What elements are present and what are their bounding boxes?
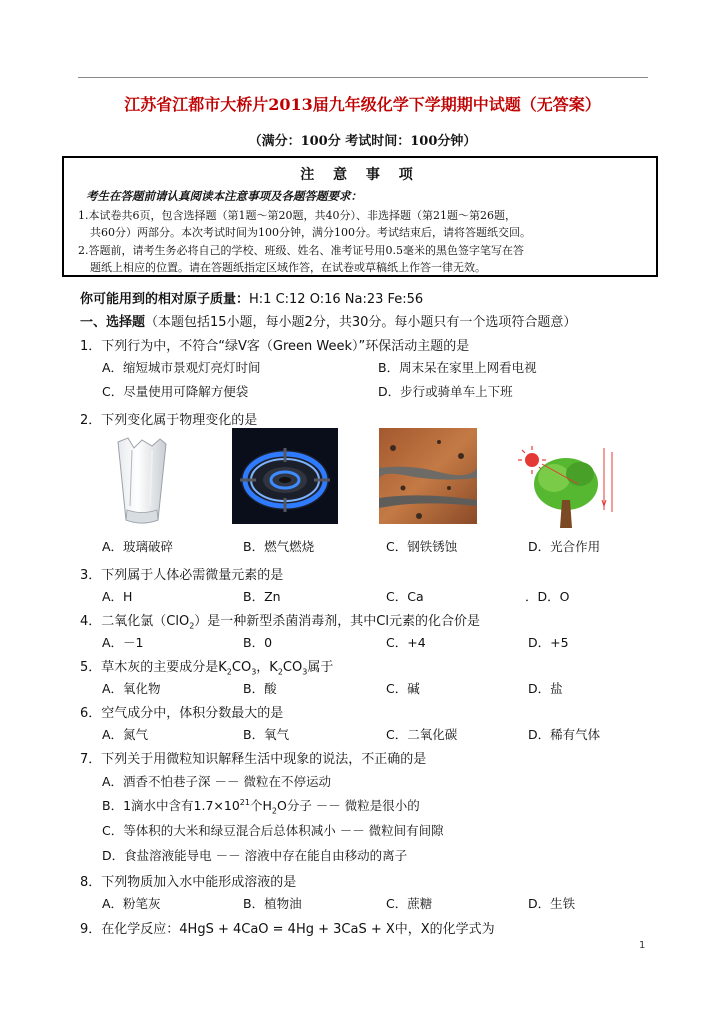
q5-option-c: C．碱 (386, 681, 420, 696)
q5-stem: 5．草木灰的主要成分是$K_2CO_3$，$K_2CO_3$属于 (80, 660, 334, 677)
q4-option-b: B．0 (243, 635, 273, 650)
q8-stem: 8．下列物质加入水中能形成溶液的是 (80, 875, 297, 890)
q6-option-c: C．二氧化碳 (386, 727, 458, 742)
q3-option-c: C．Ca (386, 589, 424, 604)
q5-option-a: A．氧化物 (102, 681, 161, 696)
q1-option-b: B．周末呆在家里上网看电视 (378, 360, 537, 375)
q6-option-a: A．氮气 (102, 727, 149, 742)
q2-option-d: D．光合作用 (528, 539, 601, 554)
q8-option-a: A．粉笔灰 (102, 896, 161, 911)
atomic-mass-label: 你可能用到的相对原子质量： (80, 292, 250, 307)
q3-stem: 3．下列属于人体必需微量元素的是 (80, 568, 284, 583)
q7-option-d: D．食盐溶液能导电 －－ 溶液中存在能自由移动的离子 (102, 848, 408, 863)
q5-option-d: D．盐 (528, 681, 563, 696)
q6-option-b: B．氧气 (243, 727, 290, 742)
notice-line-2: 共60分）两部分。本次考试时间为100分钟，满分100分。考试结束后，请将答题纸交回。 (90, 226, 531, 239)
q4-option-a: A．－1 (102, 635, 144, 650)
q4-stem: 4．二氧化氯（ClO$_2$）是一种新型杀菌消毒剂，其中Cl元素的化合价是 (80, 614, 480, 631)
notice-line-4: 题纸上相应的位置。请在答题纸指定区域作答，在试卷或草稿纸上作答一律无效。 (90, 261, 486, 274)
q7-stem: 7．下列关于用微粒知识解释生活中现象的说法，不正确的是 (80, 752, 427, 767)
q7-option-b: B．1滴水中含有$1.7\times 10^{21}$个$H_2O$分子 －－ 微粒是很小的 (102, 797, 420, 816)
section-1-label: 一、选择题 (80, 315, 146, 330)
q7-option-a: A．酒香不怕巷子深 －－ 微粒在不停运动 (102, 774, 331, 789)
q2-stem: 2．下列变化属于物理变化的是 (80, 413, 258, 428)
q3-option-a: A．H (102, 589, 133, 604)
q1-option-c: C．尽量使用可降解方便袋 (102, 384, 249, 399)
section-1-header (80, 311, 576, 330)
section-1-desc: （本题包括15小题，每小题2分，共30分。每小题只有一个选项符合题意） (145, 315, 577, 330)
q2-option-a: A．玻璃破碎 (102, 539, 174, 554)
q1-stem: 1．下列行为中，不符合“绿V客（Green Week）”环保活动主题的是 (80, 339, 470, 354)
q4-option-d: D．+5 (528, 635, 569, 650)
q3-option-d: ．D．O (525, 589, 570, 604)
q7-option-c: C．等体积的大米和绿豆混合后总体积减小 －－ 微粒间有间隙 (102, 823, 444, 838)
q1-option-d: D．步行或骑单车上下班 (378, 384, 513, 399)
notice-heading: 注 意 事 项 (300, 167, 420, 183)
q2-option-c: C．钢铁锈蚀 (386, 539, 458, 554)
atomic-mass-line (80, 288, 423, 307)
q8-option-d: D．生铁 (528, 896, 576, 911)
broken-glass-image (112, 436, 172, 532)
photosynthesis-image (518, 440, 630, 536)
q6-option-d: D．稀有气体 (528, 727, 601, 742)
notice-line-3: 2.答题前，请考生务必将自己的学校、班级、姓名、准考证号用0.5毫米的黑色签字笔写在答 (78, 244, 524, 257)
q8-option-c: C．蔗糖 (386, 896, 433, 911)
page-number: 1 (639, 940, 646, 951)
q3-option-b: B．Zn (243, 589, 281, 604)
document-title: 江苏省江都市大桥片2013届九年级化学下学期期中试题（无答案） (124, 95, 601, 114)
atomic-mass-values: H:1 C:12 O:16 Na:23 Fe:56 (249, 292, 424, 307)
top-rule (78, 77, 648, 78)
q5-option-b: B．酸 (243, 681, 277, 696)
q1-option-a: A．缩短城市景观灯亮灯时间 (102, 360, 261, 375)
q9-stem: 9．在化学反应：4HgS + 4CaO = 4Hg + 3CaS + X中，X的化学式为 (80, 922, 495, 937)
gas-flame-image (232, 428, 338, 528)
q4-option-c: C．+4 (386, 635, 426, 650)
exam-info: （满分：100分 考试时间：100分钟） (248, 134, 477, 149)
q8-option-b: B．植物油 (243, 896, 302, 911)
q2-option-b: B．燃气燃烧 (243, 539, 315, 554)
q6-stem: 6．空气成分中，体积分数最大的是 (80, 706, 284, 721)
rusted-steel-image (379, 428, 477, 528)
notice-line-1: 1.本试卷共6页，包含选择题（第1题～第20题，共40分）、非选择题（第21题～第26题， (78, 209, 516, 222)
notice-box (62, 156, 658, 277)
notice-intro: 考生在答题前请认真阅读本注意事项及各题答题要求： (86, 189, 362, 203)
